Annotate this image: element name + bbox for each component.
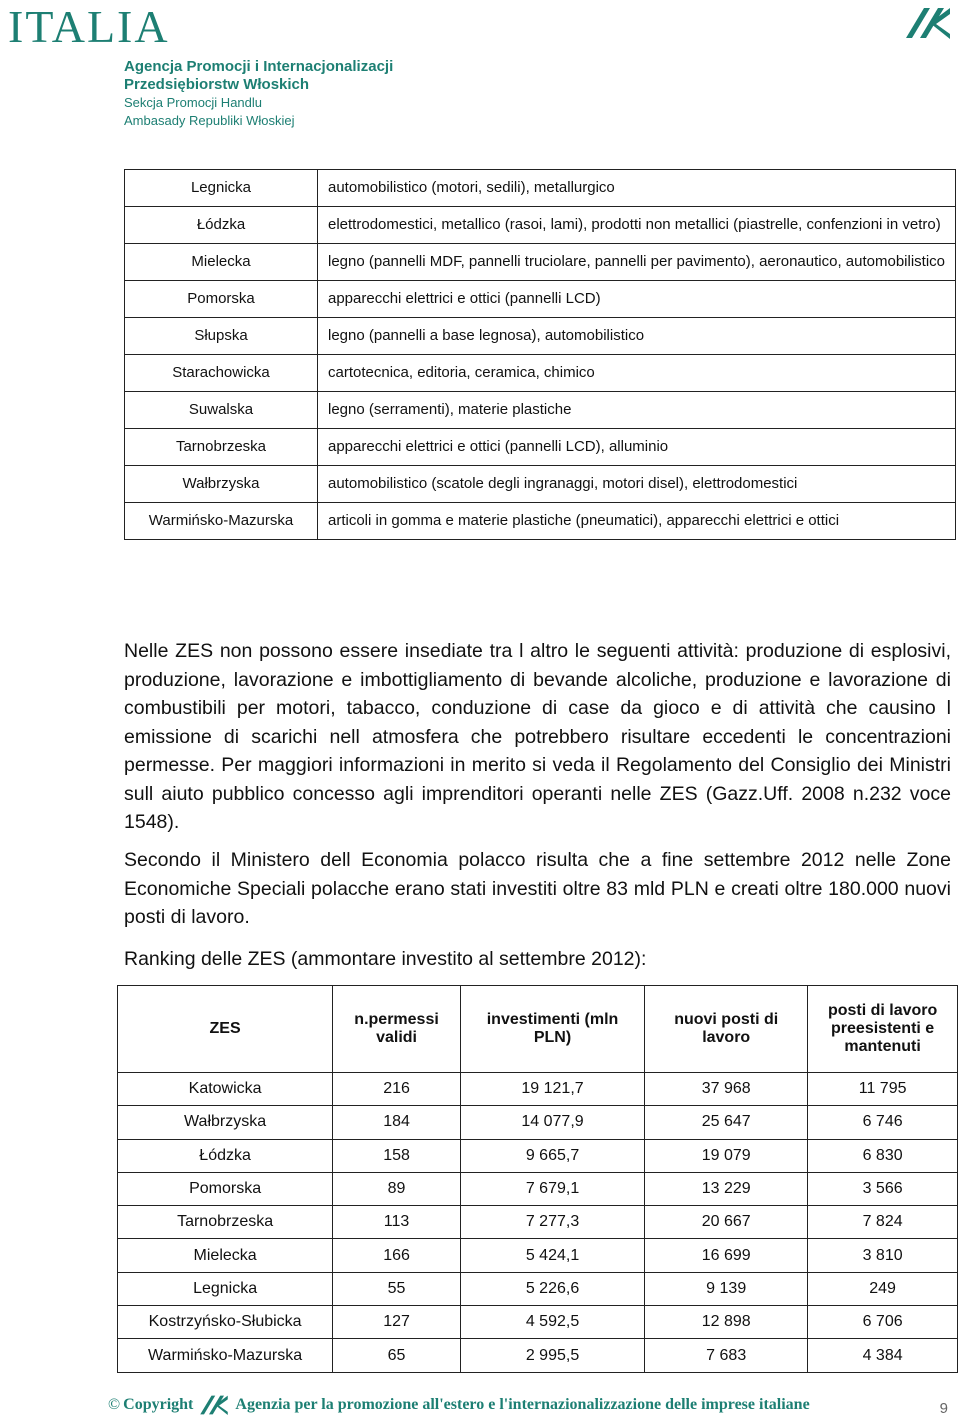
ranking-cell: 4 592,5: [460, 1306, 644, 1339]
zone-sectors: elettrodomestici, metallico (rasoi, lami), prodotti non metallici (piastrelle, confenzioni in vetro): [318, 207, 956, 244]
ranking-cell: 12 898: [645, 1306, 808, 1339]
ranking-cell: Mielecka: [118, 1239, 333, 1272]
ranking-cell: 184: [333, 1106, 461, 1139]
ranking-cell: 7 683: [645, 1339, 808, 1372]
zone-row: [125, 503, 956, 540]
ranking-cell: Wałbrzyska: [118, 1106, 333, 1139]
ranking-cell: 5 226,6: [460, 1272, 644, 1305]
zone-sectors: articoli in gomma e materie plastiche (pneumatici), apparecchi elettrici e ottici: [318, 503, 956, 540]
ranking-cell: 3 566: [808, 1172, 958, 1205]
zone-name: Łódzka: [125, 207, 318, 244]
footer-agency: Agenzia per la promozione all'estero e l'internazionalizzazione delle imprese italiane: [235, 1396, 810, 1413]
zone-name: Tarnobrzeska: [125, 429, 318, 466]
ranking-cell: Katowicka: [118, 1073, 333, 1106]
ranking-row: [118, 1073, 958, 1106]
ranking-cell: 55: [333, 1272, 461, 1305]
zone-name: Słupska: [125, 318, 318, 355]
ranking-cell: 113: [333, 1206, 461, 1239]
zone-sectors: legno (pannelli MDF, pannelli truciolare, pannelli per pavimento), aeronautico, automobilistico: [318, 244, 956, 281]
ranking-cell: 158: [333, 1139, 461, 1172]
footer-copyright: Copyright: [123, 1396, 194, 1413]
ice-logo-icon: [904, 6, 952, 45]
ranking-cell: 4 384: [808, 1339, 958, 1372]
paragraph-investments: Secondo il Ministero dell Economia polacco risulta che a fine settembre 2012 nelle Zone Economiche Speciali polacche erano stati investiti oltre 83 mld PLN e creati oltre 180.000 nuovi posti di lavoro.: [124, 849, 951, 928]
ranking-cell: 25 647: [645, 1106, 808, 1139]
ranking-cell: 5 424,1: [460, 1239, 644, 1272]
ranking-header: posti di lavoro preesistenti e mantenuti: [808, 986, 958, 1073]
ranking-cell: Pomorska: [118, 1172, 333, 1205]
ranking-cell: 7 277,3: [460, 1206, 644, 1239]
agency-embassy: Ambasady Republiki Włoskiej: [124, 113, 295, 128]
page-number: 9: [939, 1400, 948, 1417]
ranking-cell: 3 810: [808, 1239, 958, 1272]
zone-sectors: legno (serramenti), materie plastiche: [318, 392, 956, 429]
zone-row: [125, 244, 956, 281]
ranking-cell: 9 139: [645, 1272, 808, 1305]
agency-name-line1: Agencja Promocji i Internacjonalizacji: [124, 58, 394, 75]
ranking-cell: 7 824: [808, 1206, 958, 1239]
ranking-row: [118, 1139, 958, 1172]
ranking-cell: 11 795: [808, 1073, 958, 1106]
ranking-cell: 9 665,7: [460, 1139, 644, 1172]
ranking-row: [118, 1239, 958, 1272]
zone-sectors: automobilistico (scatole degli ingranaggi, motori disel), elettrodomestici: [318, 466, 956, 503]
italia-logo: ITALIA: [8, 1, 170, 52]
ranking-cell: 216: [333, 1073, 461, 1106]
ranking-cell: 19 079: [645, 1139, 808, 1172]
ranking-cell: 127: [333, 1306, 461, 1339]
zone-name: Warmińsko-Mazurska: [125, 503, 318, 540]
zone-row: [125, 318, 956, 355]
ranking-cell: 37 968: [645, 1073, 808, 1106]
ranking-cell: Kostrzyńsko-Słubicka: [118, 1306, 333, 1339]
ranking-row: [118, 1272, 958, 1305]
zones-sectors-table: [124, 169, 956, 540]
zone-row: [125, 466, 956, 503]
ranking-cell: 65: [333, 1339, 461, 1372]
zone-row: [125, 392, 956, 429]
zone-row: [125, 281, 956, 318]
ranking-cell: 6 746: [808, 1106, 958, 1139]
ranking-row: [118, 1172, 958, 1205]
zone-sectors: automobilistico (motori, sedili), metallurgico: [318, 170, 956, 207]
ranking-row: [118, 1106, 958, 1139]
zone-row: [125, 429, 956, 466]
ranking-cell: 89: [333, 1172, 461, 1205]
zone-name: Pomorska: [125, 281, 318, 318]
zone-row: [125, 355, 956, 392]
ranking-cell: 6 830: [808, 1139, 958, 1172]
ranking-row: [118, 1306, 958, 1339]
ranking-cell: Legnicka: [118, 1272, 333, 1305]
zone-row: [125, 170, 956, 207]
copyright-icon: ©: [108, 1396, 121, 1413]
ranking-cell: 249: [808, 1272, 958, 1305]
agency-header: [124, 58, 393, 130]
ranking-cell: Łódzka: [118, 1139, 333, 1172]
ranking-header: ZES: [118, 986, 333, 1073]
zone-sectors: legno (pannelli a base legnosa), automobilistico: [318, 318, 956, 355]
footer: [108, 1394, 810, 1416]
ice-footer-icon: [199, 1394, 229, 1416]
ranking-cell: 6 706: [808, 1306, 958, 1339]
agency-section: Sekcja Promocji Handlu: [124, 95, 263, 110]
ranking-cell: 13 229: [645, 1172, 808, 1205]
ranking-cell: 20 667: [645, 1206, 808, 1239]
ranking-row: [118, 1206, 958, 1239]
ranking-cell: Tarnobrzeska: [118, 1206, 333, 1239]
zone-name: Wałbrzyska: [125, 466, 318, 503]
ranking-cell: Warmińsko-Mazurska: [118, 1339, 333, 1372]
ranking-header: n.permessi validi: [333, 986, 461, 1073]
ranking-table: [117, 985, 958, 1373]
ranking-cell: 7 679,1: [460, 1172, 644, 1205]
ranking-row: [118, 1339, 958, 1372]
zone-sectors: apparecchi elettrici e ottici (pannelli LCD), alluminio: [318, 429, 956, 466]
zone-name: Starachowicka: [125, 355, 318, 392]
ranking-cell: 19 121,7: [460, 1073, 644, 1106]
ranking-header: investimenti (mln PLN): [460, 986, 644, 1073]
ranking-cell: 166: [333, 1239, 461, 1272]
agency-name-line2: Przedsiębiorstw Włoskich: [124, 76, 310, 93]
zone-name: Suwalska: [125, 392, 318, 429]
paragraph-restrictions: Nelle ZES non possono essere insediate tra l altro le seguenti attività: produzione di esplosivi, produzione, lavorazione e imbottigliamento di bevande alcoliche, produzione e lavorazione di combustibili per motori, tabacco, conduzione di case da gioco e di attività che causino l emissione di scarichi nell atmosfera che potrebbero risultare eccedenti le concentrazioni permesse. Per maggiori informazioni in merito si veda il Regolamento del Consiglio dei Ministri sull aiuto pubblico concesso agli imprenditori operanti nelle ZES (Gazz.Uff. 2008 n.232 voce 1548).: [124, 640, 951, 833]
ranking-cell: 16 699: [645, 1239, 808, 1272]
ranking-cell: 2 995,5: [460, 1339, 644, 1372]
ranking-cell: 14 077,9: [460, 1106, 644, 1139]
zone-row: [125, 207, 956, 244]
zone-sectors: cartotecnica, editoria, ceramica, chimico: [318, 355, 956, 392]
ranking-header: nuovi posti di lavoro: [645, 986, 808, 1073]
zone-name: Legnicka: [125, 170, 318, 207]
zone-name: Mielecka: [125, 244, 318, 281]
zone-sectors: apparecchi elettrici e ottici (pannelli LCD): [318, 281, 956, 318]
ranking-title: Ranking delle ZES (ammontare investito al settembre 2012):: [124, 948, 647, 970]
